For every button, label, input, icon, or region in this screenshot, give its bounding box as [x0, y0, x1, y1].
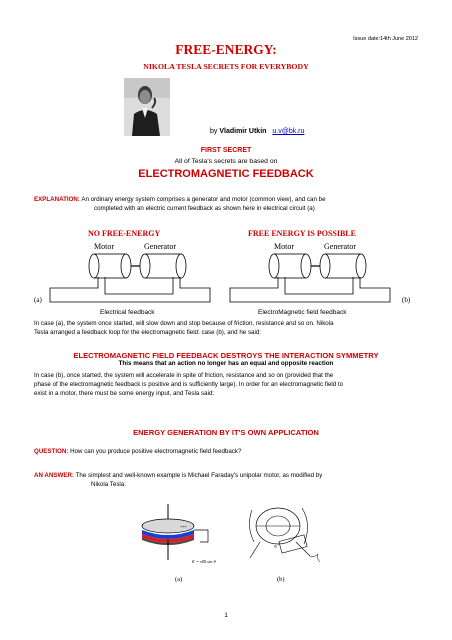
- answer-line1: The simplest and well-known example is Michael Faraday's unipolar motor, as modified by: [74, 472, 323, 479]
- page-subtitle: NIKOLA TESLA SECRETS FOR EVERYBODY: [143, 62, 309, 71]
- first-secret-intro: All of Tesla's secrets are based on: [174, 158, 278, 165]
- svg-text:+++: +++: [180, 524, 188, 529]
- figure-label-b: (b): [277, 576, 285, 583]
- generator-label: Generator: [144, 242, 176, 251]
- case-b-line1: In case (b), once started, the system will accelerate in spite of friction, resistance and so on (provided that the: [34, 372, 334, 379]
- caption-electrical-feedback: Electrical feedback: [100, 309, 155, 316]
- case-b-paragraph: [34, 371, 424, 398]
- explanation-paragraph: [34, 195, 424, 213]
- symmetry-heading: ELECTROMAGNETIC FIELD FEEDBACK DESTROYS THE INTERACTION SYMMETRY: [73, 351, 379, 360]
- explanation-label: EXPLANATION:: [34, 196, 80, 203]
- diagram-label-a: (a): [34, 296, 42, 304]
- symmetry-subheading: This means that an action no longer has an equal and opposite reaction: [118, 360, 334, 367]
- free-energy-possible-title: FREE ENERGY IS POSSIBLE: [248, 229, 356, 238]
- caption-electromagnetic-feedback: ElectroMagnetic field feedback: [258, 309, 347, 316]
- issue-date: Issue date:14th June 2012: [353, 36, 418, 42]
- case-a-line1: In case (a), the system once started, will slow down and stop because of friction, resistance and so on. Nikola: [34, 320, 334, 327]
- case-a-line2: Tesla arranged a feedback loop for the electromagnetic field: case (b), and he said:: [34, 329, 262, 336]
- tesla-unipolar-figure: [240, 498, 330, 568]
- electromagnetic-feedback-diagram: [220, 240, 400, 310]
- explanation-line1: An ordinary energy system comprises a generator and motor (common view), and can be: [79, 196, 326, 203]
- tesla-portrait-image: [124, 78, 170, 136]
- question-label: QUESTION:: [34, 448, 69, 455]
- author-name: Vladimir Utkin: [219, 128, 267, 135]
- electrical-feedback-diagram: [40, 240, 220, 310]
- case-b-line3: exist in a motor, there must be some energy input, and Tesla said:: [34, 390, 215, 397]
- faraday-disk-figure: [140, 500, 230, 575]
- byline-prefix: by: [210, 128, 218, 135]
- svg-text:N: N: [274, 544, 277, 549]
- first-secret-topic: ELECTROMAGNETIC FEEDBACK: [138, 168, 314, 180]
- motor-label-right: Motor: [274, 242, 294, 251]
- explanation-line2: completed with an electric current feedback as shown here in electrical circuit (a): [94, 205, 315, 212]
- author-email-link[interactable]: u.v@bk.ru: [272, 128, 305, 135]
- induced-emf-formula: E = vBl sin θ: [192, 559, 216, 564]
- answer-line2: Nikola Tesla:: [91, 481, 126, 488]
- no-free-energy-title: NO FREE-ENERGY: [88, 229, 161, 238]
- answer-label: AN ANSWER:: [34, 472, 74, 479]
- generator-label-right: Generator: [324, 242, 356, 251]
- diagram-label-b: (b): [402, 296, 411, 304]
- page-number: 1: [224, 612, 228, 619]
- case-a-paragraph: [34, 319, 424, 337]
- question-paragraph: [34, 447, 424, 456]
- case-b-line2: phase of the electromagnetic feedback is positive and is sufficiently large). In order for an electromagnetic field to: [34, 381, 344, 388]
- figure-label-a: (a): [175, 576, 183, 583]
- question-text: How can you produce positive electromagnetic field feedback?: [68, 448, 242, 455]
- page-title: FREE-ENERGY:: [175, 42, 277, 57]
- energy-generation-heading: ENERGY GENERATION BY IT'S OWN APPLICATION: [133, 428, 319, 437]
- motor-label: Motor: [94, 242, 114, 251]
- answer-paragraph: [34, 471, 424, 489]
- first-secret-heading: FIRST SECRET: [200, 147, 252, 154]
- byline: [210, 128, 304, 135]
